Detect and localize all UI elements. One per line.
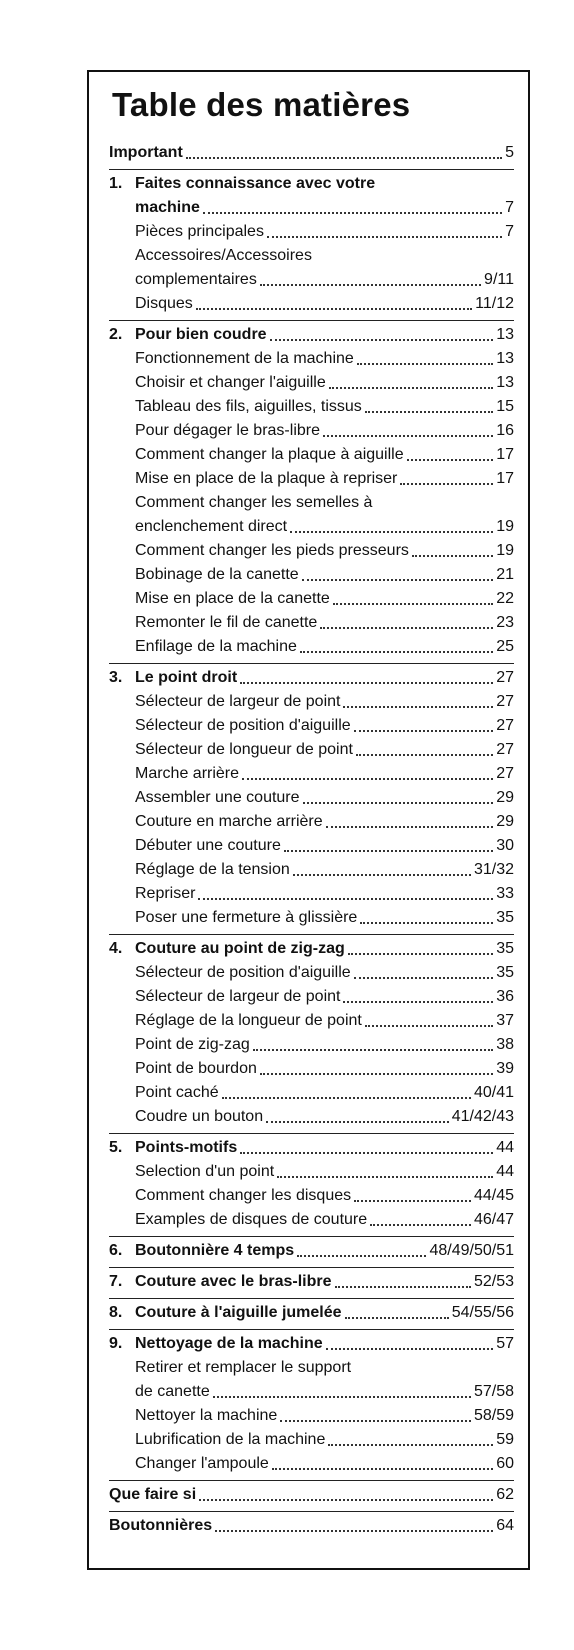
toc-entry-page: 57 xyxy=(496,1335,514,1352)
dot-leader xyxy=(356,754,493,756)
toc-entry-label: Assembler une couture xyxy=(135,789,300,806)
dot-leader xyxy=(360,922,493,924)
toc-section xyxy=(109,1237,514,1268)
dot-leader xyxy=(266,1121,449,1123)
toc-entry-label: Couture en marche arrière xyxy=(135,813,323,830)
toc-entry-label: Selection d'un point xyxy=(135,1163,275,1180)
toc-entry-label: complementaires xyxy=(135,271,257,288)
toc-entry xyxy=(109,1136,514,1160)
dot-leader xyxy=(357,363,493,365)
toc-entry-page: 21 xyxy=(496,566,514,583)
toc-entry xyxy=(109,1057,514,1081)
toc-entry xyxy=(109,1428,514,1452)
toc-entry-label: Mise en place de la plaque à repriser xyxy=(135,470,398,487)
dot-leader xyxy=(300,651,493,653)
toc-entry-label: Comment changer les pieds presseurs xyxy=(135,542,409,559)
toc-entry xyxy=(109,985,514,1009)
toc-entry xyxy=(109,1332,514,1356)
toc-entry xyxy=(109,1301,514,1325)
toc-entry-page: 15 xyxy=(496,398,514,415)
toc-entry xyxy=(109,395,514,419)
toc-entry-page: 11/12 xyxy=(475,295,514,312)
toc-entry xyxy=(109,690,514,714)
dot-leader xyxy=(203,212,502,214)
toc-entry-page: 44/45 xyxy=(473,1187,514,1204)
toc-entry-label: Marche arrière xyxy=(135,765,240,782)
toc-entry xyxy=(109,882,514,906)
toc-frame xyxy=(87,70,530,1570)
dot-leader xyxy=(277,1176,493,1178)
dot-leader xyxy=(326,1348,494,1350)
dot-leader xyxy=(354,977,494,979)
toc-section xyxy=(109,1481,514,1512)
toc-entry-page: 46/47 xyxy=(473,1211,514,1228)
toc-entry-label: Tableau des fils, aiguilles, tissus xyxy=(135,398,362,415)
toc-entry xyxy=(109,1514,514,1538)
toc-list xyxy=(109,139,514,1542)
toc-entry-label: Couture à l'aiguille jumelée xyxy=(135,1304,342,1321)
toc-entry-label: Faites connaissance avec votre xyxy=(135,175,376,192)
toc-entry-label: Couture avec le bras-libre xyxy=(135,1273,332,1290)
dot-leader xyxy=(333,603,493,605)
toc-entry xyxy=(109,666,514,690)
toc-entry-page: 27 xyxy=(496,693,514,710)
toc-entry xyxy=(109,1452,514,1476)
toc-entry-page: 7 xyxy=(505,199,514,216)
toc-entry-label: Sélecteur de largeur de point xyxy=(135,693,341,710)
dot-leader xyxy=(354,730,494,732)
toc-entry-page: 27 xyxy=(496,741,514,758)
dot-leader xyxy=(215,1530,493,1532)
toc-entry xyxy=(109,323,514,347)
toc-entry-label: Important xyxy=(109,144,183,161)
toc-entry-label: Sélecteur de longueur de point xyxy=(135,741,353,758)
toc-entry-page: 64 xyxy=(496,1517,514,1534)
toc-entry xyxy=(109,268,514,292)
toc-entry-label: machine xyxy=(135,199,200,216)
toc-entry xyxy=(109,587,514,611)
toc-entry xyxy=(109,292,514,316)
toc-entry xyxy=(109,244,514,268)
toc-entry-number: 8. xyxy=(109,1304,123,1321)
toc-entry xyxy=(109,1105,514,1129)
toc-entry xyxy=(109,515,514,539)
toc-entry xyxy=(109,858,514,882)
toc-entry-label: Comment changer la plaque à aiguille xyxy=(135,446,404,463)
toc-entry-label: Nettoyer la machine xyxy=(135,1407,278,1424)
toc-entry-page: 54/55/56 xyxy=(451,1304,514,1321)
toc-entry-page: 29 xyxy=(496,789,514,806)
dot-leader xyxy=(199,1499,493,1501)
toc-entry-label: Repriser xyxy=(135,885,196,902)
dot-leader xyxy=(222,1097,471,1099)
toc-entry xyxy=(109,1184,514,1208)
toc-entry xyxy=(109,1404,514,1428)
toc-entry-page: 44 xyxy=(496,1163,514,1180)
toc-entry-label: Boutonnière 4 temps xyxy=(135,1242,295,1259)
dot-leader xyxy=(270,339,494,341)
toc-entry-label: Que faire si xyxy=(109,1486,197,1503)
toc-section xyxy=(109,1299,514,1330)
toc-entry-label: Mise en place de la canette xyxy=(135,590,330,607)
toc-entry-page: 40/41 xyxy=(473,1084,514,1101)
toc-entry-number: 9. xyxy=(109,1335,123,1352)
toc-entry xyxy=(109,834,514,858)
dot-leader xyxy=(329,387,493,389)
toc-entry xyxy=(109,1160,514,1184)
toc-entry xyxy=(109,196,514,220)
toc-entry xyxy=(109,635,514,659)
toc-section xyxy=(109,1268,514,1299)
toc-entry xyxy=(109,1356,514,1380)
toc-entry-label: Pour bien coudre xyxy=(135,326,267,343)
toc-entry-label: Enfilage de la machine xyxy=(135,638,297,655)
toc-section xyxy=(109,935,514,1134)
toc-entry-page: 41/42/43 xyxy=(451,1108,514,1125)
toc-entry-page: 22 xyxy=(496,590,514,607)
toc-entry-page: 13 xyxy=(496,350,514,367)
toc-entry xyxy=(109,1009,514,1033)
dot-leader xyxy=(303,802,494,804)
toc-entry-page: 13 xyxy=(496,374,514,391)
toc-entry-label: Réglage de la tension xyxy=(135,861,290,878)
dot-leader xyxy=(343,1001,493,1003)
toc-entry-page: 39 xyxy=(496,1060,514,1077)
toc-entry xyxy=(109,810,514,834)
toc-entry-page: 44 xyxy=(496,1139,514,1156)
toc-entry xyxy=(109,714,514,738)
toc-entry xyxy=(109,371,514,395)
toc-entry-label: Point caché xyxy=(135,1084,219,1101)
toc-entry-page: 38 xyxy=(496,1036,514,1053)
toc-entry-label: Couture au point de zig-zag xyxy=(135,940,345,957)
dot-leader xyxy=(196,308,472,310)
toc-entry-label: Sélecteur de largeur de point xyxy=(135,988,341,1005)
dot-leader xyxy=(365,411,493,413)
toc-entry-label: Sélecteur de position d'aiguille xyxy=(135,964,351,981)
toc-entry-page: 36 xyxy=(496,988,514,1005)
toc-entry-number: 6. xyxy=(109,1242,123,1259)
toc-entry-label: Point de bourdon xyxy=(135,1060,257,1077)
dot-leader xyxy=(267,236,502,238)
dot-leader xyxy=(242,778,493,780)
dot-leader xyxy=(240,1152,493,1154)
dot-leader xyxy=(326,826,494,828)
toc-entry-page: 35 xyxy=(496,940,514,957)
toc-entry-label: Poser une fermeture à glissière xyxy=(135,909,358,926)
toc-entry-page: 35 xyxy=(496,964,514,981)
toc-entry-label: Nettoyage de la machine xyxy=(135,1335,323,1352)
toc-entry xyxy=(109,786,514,810)
toc-entry xyxy=(109,1380,514,1404)
dot-leader xyxy=(335,1286,471,1288)
toc-entry-label: Boutonnières xyxy=(109,1517,213,1534)
toc-entry-page: 62 xyxy=(496,1486,514,1503)
toc-entry-page: 17 xyxy=(496,470,514,487)
toc-entry-page: 59 xyxy=(496,1431,514,1448)
toc-entry-label: Changer l'ampoule xyxy=(135,1455,269,1472)
toc-entry-label: Comment changer les disques xyxy=(135,1187,352,1204)
toc-entry-page: 5 xyxy=(505,144,514,161)
dot-leader xyxy=(320,627,493,629)
toc-entry-number: 5. xyxy=(109,1139,123,1156)
dot-leader xyxy=(323,435,493,437)
dot-leader xyxy=(297,1255,426,1257)
toc-entry-page: 13 xyxy=(496,326,514,343)
toc-entry-label: Pour dégager le bras-libre xyxy=(135,422,320,439)
toc-entry-page: 7 xyxy=(505,223,514,240)
toc-entry-number: 2. xyxy=(109,326,123,343)
toc-entry xyxy=(109,220,514,244)
toc-entry-page: 16 xyxy=(496,422,514,439)
toc-entry-label: Disques xyxy=(135,295,193,312)
toc-entry-page: 17 xyxy=(496,446,514,463)
toc-entry-page: 52/53 xyxy=(473,1273,514,1290)
toc-entry xyxy=(109,491,514,515)
toc-entry-label: enclenchement direct xyxy=(135,518,288,535)
dot-leader xyxy=(293,874,471,876)
toc-entry-label: Remonter le fil de canette xyxy=(135,614,318,631)
toc-entry-label: de canette xyxy=(135,1383,210,1400)
toc-section xyxy=(109,1330,514,1481)
toc-entry-label: Réglage de la longueur de point xyxy=(135,1012,362,1029)
toc-entry-page: 25 xyxy=(496,638,514,655)
toc-entry-page: 19 xyxy=(496,518,514,535)
toc-entry-page: 19 xyxy=(496,542,514,559)
toc-entry-page: 37 xyxy=(496,1012,514,1029)
dot-leader xyxy=(400,483,493,485)
toc-entry-page: 23 xyxy=(496,614,514,631)
toc-entry xyxy=(109,1483,514,1507)
toc-entry-page: 31/32 xyxy=(473,861,514,878)
toc-entry xyxy=(109,1208,514,1232)
toc-entry-label: Choisir et changer l'aiguille xyxy=(135,374,326,391)
toc-entry-number: 7. xyxy=(109,1273,123,1290)
toc-section xyxy=(109,170,514,321)
toc-entry-label: Accessoires/Accessoires xyxy=(135,247,312,264)
dot-leader xyxy=(272,1468,493,1470)
toc-entry-label: Point de zig-zag xyxy=(135,1036,250,1053)
toc-section xyxy=(109,1512,514,1542)
toc-entry xyxy=(109,419,514,443)
toc-entry-label: Coudre un bouton xyxy=(135,1108,264,1125)
toc-entry-page: 60 xyxy=(496,1455,514,1472)
toc-section xyxy=(109,321,514,664)
toc-entry xyxy=(109,347,514,371)
toc-entry xyxy=(109,539,514,563)
toc-entry-label: Comment changer les semelles à xyxy=(135,494,373,511)
toc-entry-page: 27 xyxy=(496,717,514,734)
dot-leader xyxy=(198,898,493,900)
toc-entry xyxy=(109,467,514,491)
dot-leader xyxy=(365,1025,493,1027)
toc-entry xyxy=(109,563,514,587)
toc-entry-label: Fonctionnement de la machine xyxy=(135,350,354,367)
dot-leader xyxy=(213,1396,471,1398)
dot-leader xyxy=(345,1317,449,1319)
dot-leader xyxy=(280,1420,471,1422)
toc-entry-label: Le point droit xyxy=(135,669,238,686)
toc-entry-label: Bobinage de la canette xyxy=(135,566,299,583)
toc-entry-page: 33 xyxy=(496,885,514,902)
dot-leader xyxy=(302,579,494,581)
dot-leader xyxy=(260,284,481,286)
toc-entry xyxy=(109,172,514,196)
toc-entry xyxy=(109,762,514,786)
toc-entry-page: 30 xyxy=(496,837,514,854)
toc-entry xyxy=(109,738,514,762)
dot-leader xyxy=(290,531,493,533)
toc-section xyxy=(109,664,514,935)
toc-entry xyxy=(109,611,514,635)
toc-entry-page: 27 xyxy=(496,669,514,686)
toc-entry-number: 1. xyxy=(109,175,123,192)
dot-leader xyxy=(328,1444,493,1446)
toc-entry xyxy=(109,1239,514,1263)
toc-section xyxy=(109,1134,514,1237)
toc-entry-page: 57/58 xyxy=(473,1383,514,1400)
toc-entry-label: Débuter une couture xyxy=(135,837,281,854)
toc-entry-page: 29 xyxy=(496,813,514,830)
toc-entry-label: Sélecteur de position d'aiguille xyxy=(135,717,351,734)
toc-entry xyxy=(109,443,514,467)
toc-entry-page: 27 xyxy=(496,765,514,782)
toc-section xyxy=(109,139,514,170)
dot-leader xyxy=(348,953,493,955)
toc-entry xyxy=(109,1081,514,1105)
dot-leader xyxy=(260,1073,493,1075)
dot-leader xyxy=(407,459,494,461)
toc-entry xyxy=(109,1033,514,1057)
dot-leader xyxy=(284,850,493,852)
toc-entry xyxy=(109,141,514,165)
dot-leader xyxy=(240,682,493,684)
page-title: Table des matières xyxy=(112,86,411,123)
toc-entry-page: 9/11 xyxy=(484,271,514,288)
dot-leader xyxy=(412,555,493,557)
toc-entry-number: 4. xyxy=(109,940,123,957)
dot-leader xyxy=(253,1049,493,1051)
toc-entry-label: Lubrification de la machine xyxy=(135,1431,326,1448)
toc-entry xyxy=(109,961,514,985)
dot-leader xyxy=(354,1200,471,1202)
dot-leader xyxy=(186,157,502,159)
dot-leader xyxy=(370,1224,471,1226)
toc-entry xyxy=(109,906,514,930)
toc-entry xyxy=(109,937,514,961)
toc-entry-page: 48/49/50/51 xyxy=(429,1242,514,1259)
toc-entry xyxy=(109,1270,514,1294)
toc-entry-label: Examples de disques de couture xyxy=(135,1211,368,1228)
toc-entry-label: Pièces principales xyxy=(135,223,264,240)
toc-entry-page: 58/59 xyxy=(473,1407,514,1424)
toc-entry-page: 35 xyxy=(496,909,514,926)
toc-entry-label: Retirer et remplacer le support xyxy=(135,1359,352,1376)
toc-entry-number: 3. xyxy=(109,669,123,686)
toc-entry-label: Points-motifs xyxy=(135,1139,238,1156)
dot-leader xyxy=(343,706,493,708)
